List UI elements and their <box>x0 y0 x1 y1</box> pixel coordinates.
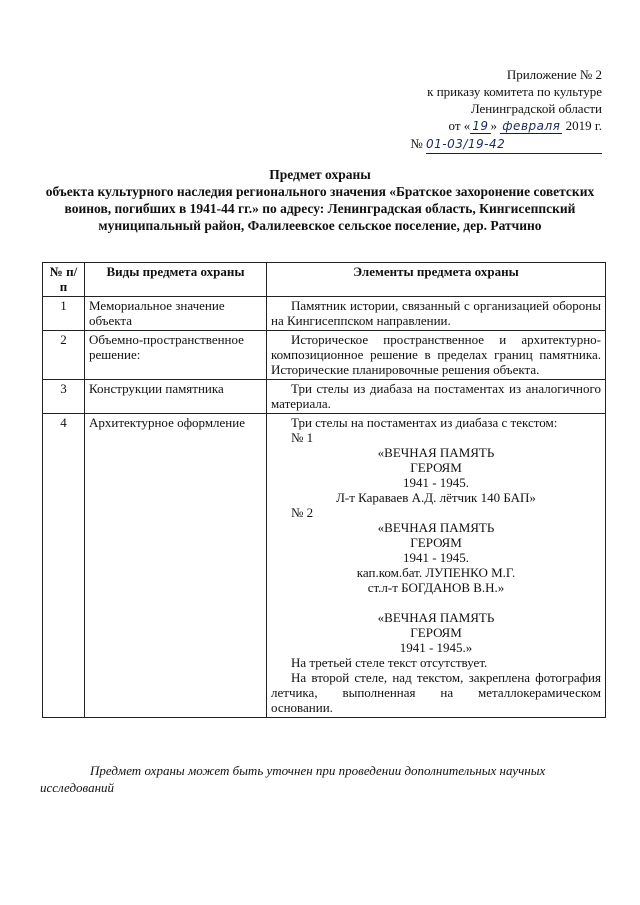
handwritten-day: 19 <box>472 119 489 133</box>
stele-2-label: № 2 <box>291 505 314 520</box>
stele-intro: Три стелы на постаментах из диабаза с текстом: <box>291 415 558 430</box>
footnote-line-2: исследований <box>40 780 115 795</box>
table-row <box>43 414 606 718</box>
handwritten-month: февраля <box>502 119 561 133</box>
row-number: 4 <box>43 414 85 718</box>
appendix-number: Приложение № 2 <box>506 67 602 82</box>
stele-1-inscription: «ВЕЧНАЯ ПАМЯТЬ ГЕРОЯМ 1941 - 1945. Л-т Караваев А.Д. лётчик 140 БАП» <box>336 445 536 505</box>
header-type: Виды предмета охраны <box>85 263 267 297</box>
row-type: Объемно-пространственное решение: <box>85 331 267 380</box>
title-object: объекта культурного наследия регионального значения «Братское захоронение советских воинов, погибших в 1941-44 гг.» по адресу: Ленинградская область, Кингисеппский муниципальный район, Фалилеевское сельское поселение, дер. Ратчино <box>45 184 595 233</box>
title-main: Предмет охраны <box>269 167 371 182</box>
appendix-region: Ленинградской области <box>470 101 602 116</box>
footnote <box>40 762 602 796</box>
row-number: 2 <box>43 331 85 380</box>
document-title <box>40 166 600 234</box>
row-elements: Историческое пространственное и архитектурно-композиционное решение в пределах границ памятника. Исторические планировочные решения объекта. <box>267 331 606 380</box>
photo-note: На второй стеле, над текстом, закреплена фотография летчика, выполненная на металлокерамическом основании. <box>271 670 601 715</box>
appendix-reg-number: № 01-03/19-42 <box>362 135 602 154</box>
appendix-block <box>362 66 602 154</box>
row-elements: Три стелы из диабаза на постаментах из аналогичного материала. <box>267 380 606 414</box>
row-type: Архитектурное оформление <box>85 414 267 718</box>
protection-table <box>42 262 606 718</box>
stele-1-label: № 1 <box>291 430 314 445</box>
row-number: 1 <box>43 297 85 331</box>
table-row <box>43 380 606 414</box>
row-elements <box>267 414 606 718</box>
stele-3-note: На третьей стеле текст отсутствует. <box>291 655 488 670</box>
stele-2b-inscription: «ВЕЧНАЯ ПАМЯТЬ ГЕРОЯМ 1941 - 1945.» <box>377 610 495 655</box>
row-elements: Памятник истории, связанный с организацией обороны на Кингисеппском направлении. <box>267 297 606 331</box>
handwritten-reg-number: 01-03/19-42 <box>426 137 506 151</box>
stele-2-inscription: «ВЕЧНАЯ ПАМЯТЬ ГЕРОЯМ 1941 - 1945. кап.ком.бат. ЛУПЕНКО М.Г. ст.л-т БОГДАНОВ В.Н.» <box>356 520 516 595</box>
row-number: 3 <box>43 380 85 414</box>
footnote-line-1: Предмет охраны может быть уточнен при проведении дополнительных научных <box>90 763 546 778</box>
table-row <box>43 297 606 331</box>
row-type: Мемориальное значение объекта <box>85 297 267 331</box>
row-type: Конструкции памятника <box>85 380 267 414</box>
table-row <box>43 331 606 380</box>
header-elements: Элементы предмета охраны <box>267 263 606 297</box>
table-header-row <box>43 263 606 297</box>
header-number: № п/п <box>43 263 85 297</box>
appendix-order: к приказу комитета по культуре <box>427 84 602 99</box>
appendix-date: от « 19 » февраля 2019 г. <box>448 118 602 133</box>
